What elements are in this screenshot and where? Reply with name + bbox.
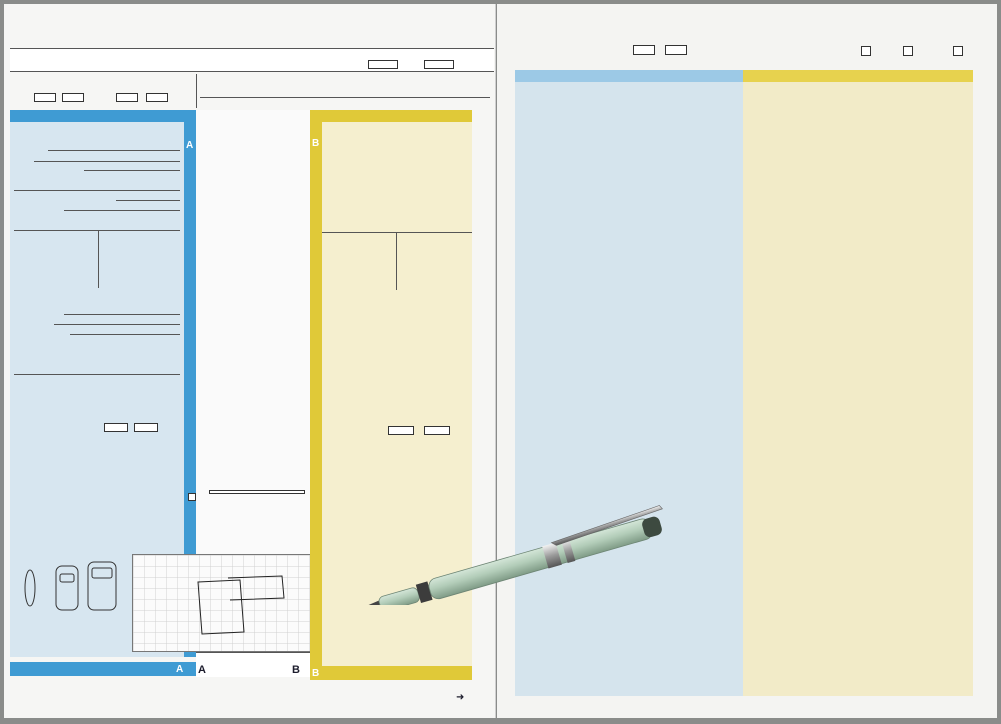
right-vehicle-b-header bbox=[743, 70, 973, 82]
injured-no-checkbox[interactable] bbox=[368, 60, 398, 69]
other-objects-yes[interactable] bbox=[146, 93, 168, 102]
b-coverage-no[interactable] bbox=[388, 426, 414, 435]
other-vehicles-no[interactable] bbox=[34, 93, 56, 102]
vehicle-outlines-a bbox=[18, 560, 128, 612]
other-vehicles-yes[interactable] bbox=[62, 93, 84, 102]
a-crossed-count-box[interactable] bbox=[188, 493, 196, 501]
a-coverage-no[interactable] bbox=[104, 423, 128, 432]
crossed-boxes-count-label bbox=[209, 490, 305, 494]
right-vehicle-a-header bbox=[515, 70, 743, 82]
right-vehicle-b-column bbox=[747, 82, 969, 696]
authority-cc-checkbox[interactable] bbox=[861, 46, 871, 56]
vehicle-b-header bbox=[322, 110, 472, 122]
b-coverage-yes[interactable] bbox=[424, 426, 450, 435]
right-page-other-info bbox=[497, 4, 997, 718]
authority-no[interactable] bbox=[665, 45, 687, 55]
other-objects-no[interactable] bbox=[116, 93, 138, 102]
vehicle-a-header bbox=[10, 110, 196, 122]
arrow-right-icon: ➜ bbox=[456, 692, 465, 703]
authority-vvuu-checkbox[interactable] bbox=[953, 46, 963, 56]
injured-yes-checkbox[interactable] bbox=[424, 60, 454, 69]
a-coverage-yes[interactable] bbox=[134, 423, 158, 432]
ballpoint-pen bbox=[330, 505, 690, 605]
authority-yes[interactable] bbox=[633, 45, 655, 55]
left-page-accident-form: A A A B B B ➜ bbox=[4, 4, 496, 718]
authority-ps-checkbox[interactable] bbox=[903, 46, 913, 56]
